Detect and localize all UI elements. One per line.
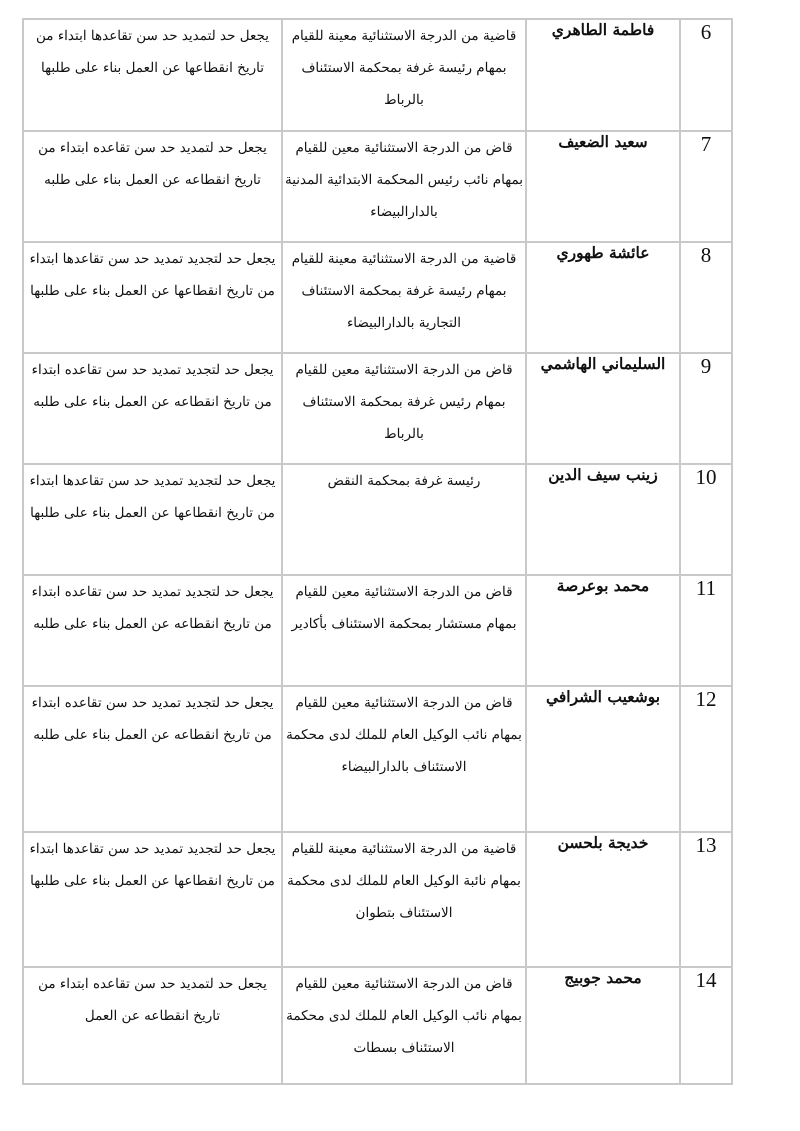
table-row — [23, 967, 732, 1084]
row-number: 13 — [680, 832, 732, 967]
table-row — [23, 19, 732, 131]
judge-position: قاض من الدرجة الاستثنائية معين للقيام بمهام نائب الوكيل العام للملك لدى محكمة الاستئناف بالدارالبيضاء — [282, 686, 526, 832]
decision-note: يجعل حد لتمديد حد سن تقاعده ابتداء من تاريخ انقطاعه عن العمل — [23, 967, 282, 1084]
judge-name: عائشة طهوري — [526, 242, 680, 353]
row-number: 6 — [680, 19, 732, 131]
judge-position: قاضية من الدرجة الاستثنائية معينة للقيام بمهام رئيسة غرفة بمحكمة الاستئناف التجارية بالدارالبيضاء — [282, 242, 526, 353]
judge-position: قاضية من الدرجة الاستثنائية معينة للقيام بمهام نائبة الوكيل العام للملك لدى محكمة الاستئناف بتطوان — [282, 832, 526, 967]
judge-position: رئيسة غرفة بمحكمة النقض — [282, 464, 526, 575]
judge-name: بوشعيب الشرافي — [526, 686, 680, 832]
decision-note: يجعل حد لتمديد حد سن تقاعده ابتداء من تاريخ انقطاعه عن العمل بناء على طلبه — [23, 131, 282, 242]
judge-position: قاضية من الدرجة الاستثنائية معينة للقيام بمهام رئيسة غرفة بمحكمة الاستئناف بالرباط — [282, 19, 526, 131]
table-row — [23, 242, 732, 353]
table-row — [23, 575, 732, 686]
decision-note: يجعل حد لتمديد حد سن تقاعدها ابتداء من تاريخ انقطاعها عن العمل بناء على طلبها — [23, 19, 282, 131]
decisions-table — [22, 18, 733, 1085]
row-number: 14 — [680, 967, 732, 1084]
judge-name: محمد جوبيج — [526, 967, 680, 1084]
table-row — [23, 832, 732, 967]
decision-note: يجعل حد لتجديد تمديد حد سن تقاعده ابتداء من تاريخ انقطاعه عن العمل بناء على طلبه — [23, 353, 282, 464]
judge-name: خديجة بلحسن — [526, 832, 680, 967]
row-number: 10 — [680, 464, 732, 575]
judge-position: قاض من الدرجة الاستثنائية معين للقيام بمهام نائب الوكيل العام للملك لدى محكمة الاستئناف بسطات — [282, 967, 526, 1084]
decision-note: يجعل حد لتجديد تمديد حد سن تقاعدها ابتداء من تاريخ انقطاعها عن العمل بناء على طلبها — [23, 464, 282, 575]
judge-position: قاض من الدرجة الاستثنائية معين للقيام بمهام مستشار بمحكمة الاستئناف بأكادير — [282, 575, 526, 686]
judge-name: فاطمة الطاهري — [526, 19, 680, 131]
judge-position: قاض من الدرجة الاستثنائية معين للقيام بمهام رئيس غرفة بمحكمة الاستئناف بالرباط — [282, 353, 526, 464]
judge-name: سعيد الضعيف — [526, 131, 680, 242]
table-row — [23, 686, 732, 832]
decision-note: يجعل حد لتجديد تمديد حد سن تقاعدها ابتداء من تاريخ انقطاعها عن العمل بناء على طلبها — [23, 832, 282, 967]
row-number: 7 — [680, 131, 732, 242]
row-number: 12 — [680, 686, 732, 832]
judge-position: قاض من الدرجة الاستثنائية معين للقيام بمهام نائب رئيس المحكمة الابتدائية المدنية بالدارالبيضاء — [282, 131, 526, 242]
decision-note: يجعل حد لتجديد تمديد حد سن تقاعده ابتداء من تاريخ انقطاعه عن العمل بناء على طلبه — [23, 686, 282, 832]
judge-name: محمد بوعرصة — [526, 575, 680, 686]
row-number: 9 — [680, 353, 732, 464]
decision-note: يجعل حد لتجديد تمديد حد سن تقاعده ابتداء من تاريخ انقطاعه عن العمل بناء على طلبه — [23, 575, 282, 686]
row-number: 8 — [680, 242, 732, 353]
judge-name: زينب سيف الدين — [526, 464, 680, 575]
table-row — [23, 353, 732, 464]
table-row — [23, 131, 732, 242]
table-row — [23, 464, 732, 575]
judge-name: السليماني الهاشمي — [526, 353, 680, 464]
decision-note: يجعل حد لتجديد تمديد حد سن تقاعدها ابتداء من تاريخ انقطاعها عن العمل بناء على طلبها — [23, 242, 282, 353]
row-number: 11 — [680, 575, 732, 686]
